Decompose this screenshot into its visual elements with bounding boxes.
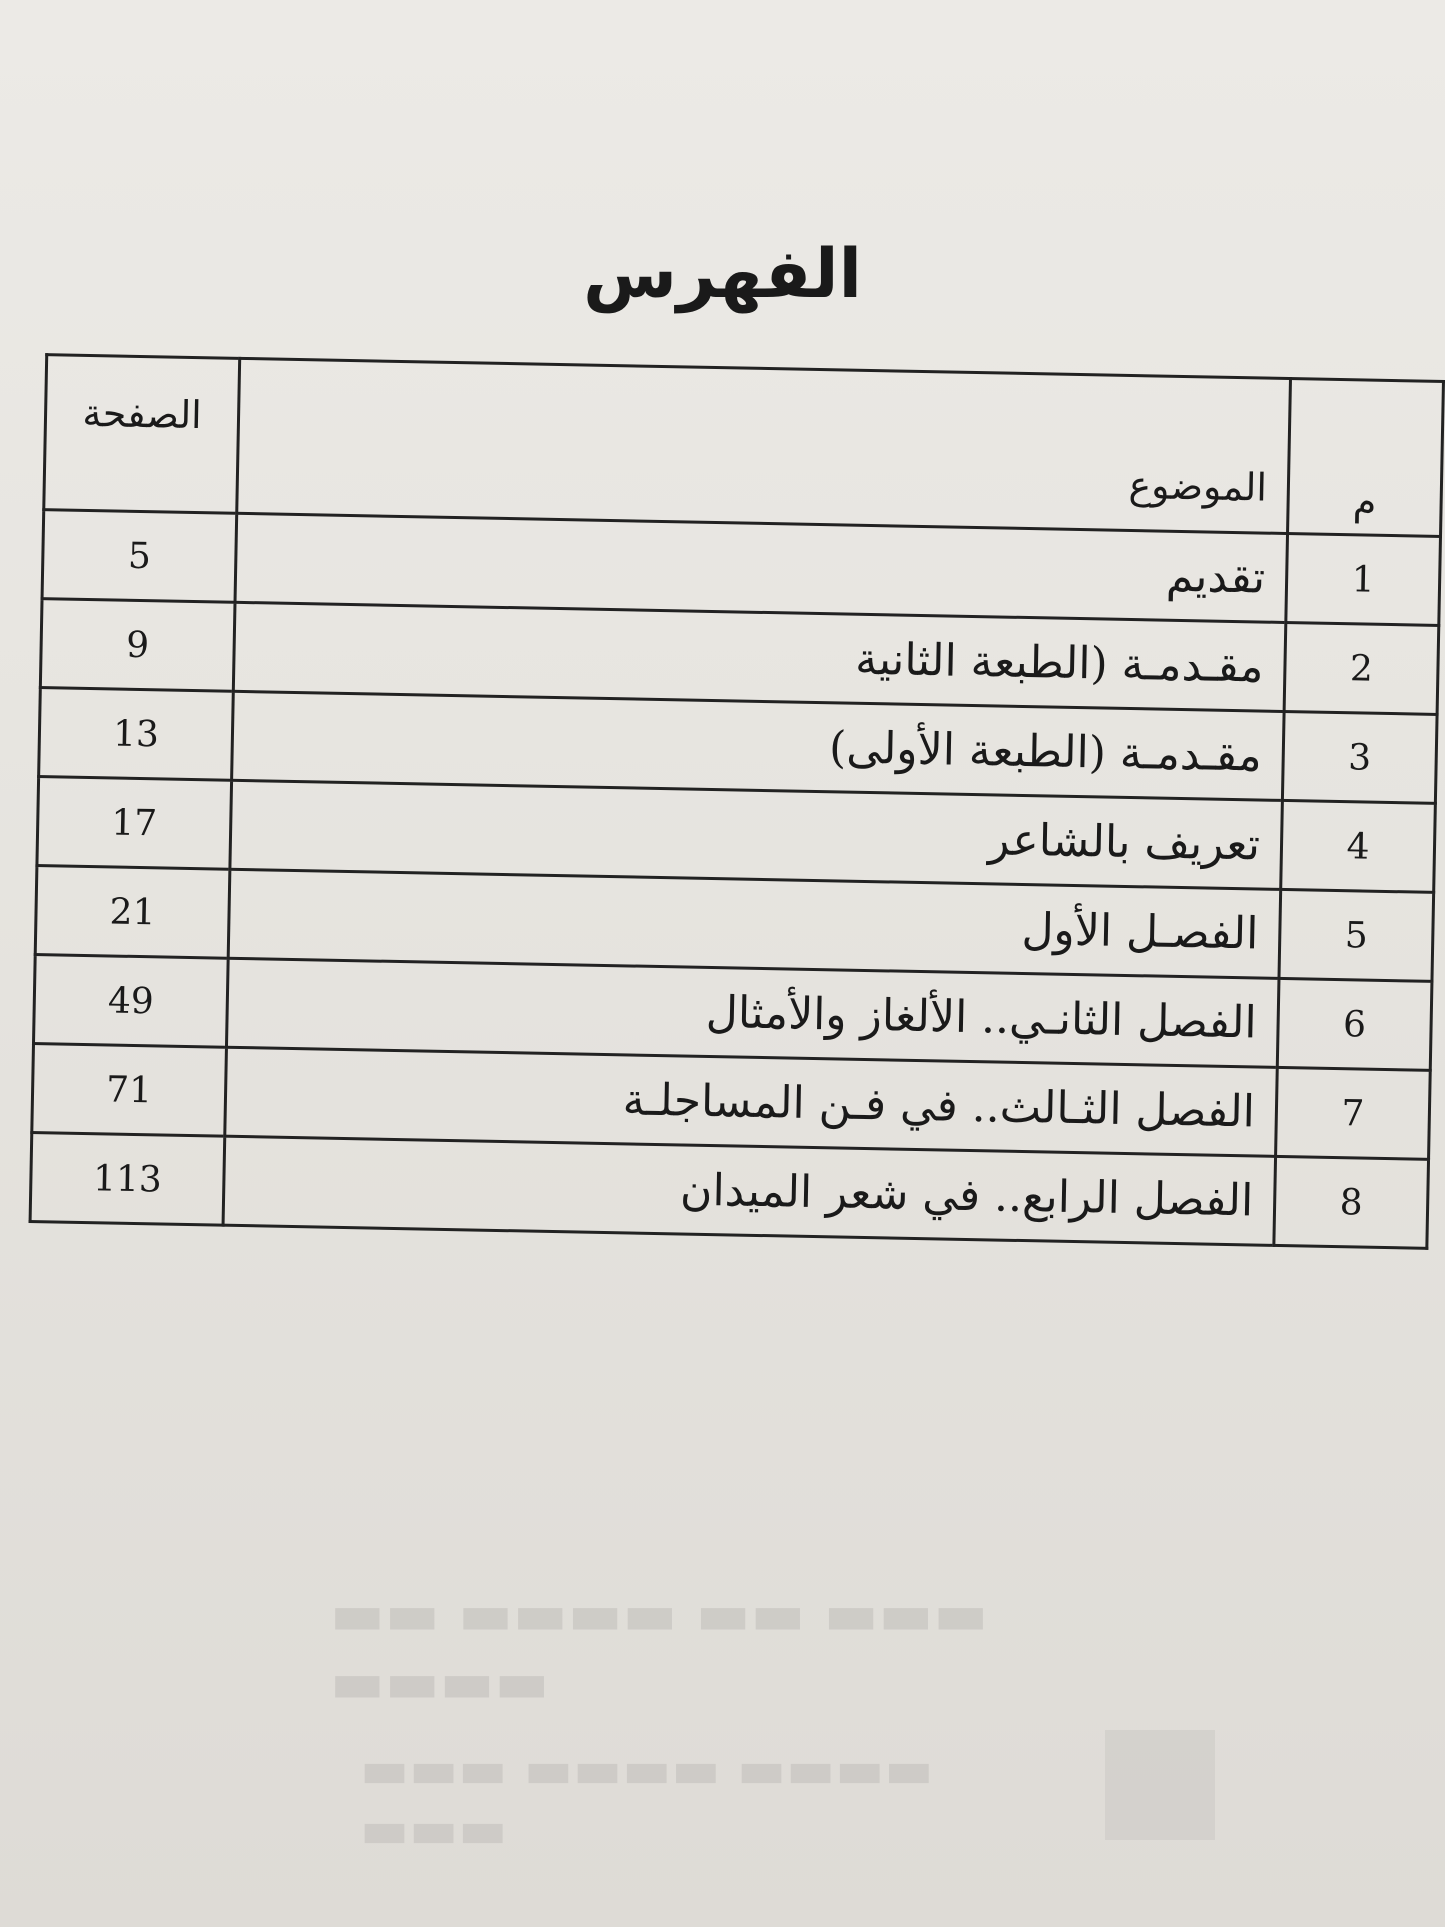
row-page: 9 <box>40 599 235 692</box>
header-topic: الموضوع <box>237 358 1291 533</box>
row-number: 7 <box>1276 1067 1431 1159</box>
header-number: م <box>1288 379 1444 537</box>
row-topic: تقديم <box>235 513 1288 622</box>
row-number: 8 <box>1274 1156 1429 1248</box>
row-number: 5 <box>1279 889 1434 981</box>
row-topic: الفصل الثـالث.. في فـن المساجلـة <box>225 1047 1278 1156</box>
row-page: 17 <box>37 777 232 870</box>
row-topic: الفصـل الأول <box>228 869 1281 978</box>
show-through-logo <box>1105 1730 1215 1840</box>
toc-header-row <box>44 355 1444 537</box>
row-page: 13 <box>39 688 234 781</box>
toc-table <box>29 353 1445 1250</box>
row-number: 3 <box>1282 711 1437 803</box>
row-topic: الفصل الثانـي.. الألغاز والأمثال <box>226 958 1279 1067</box>
row-page: 21 <box>35 866 230 959</box>
row-page: 113 <box>30 1133 225 1226</box>
show-through-text: ▬▬ ▬▬▬▬ ▬▬ ▬▬▬ ▬▬▬▬ <box>330 1580 989 1716</box>
row-number: 1 <box>1286 534 1441 626</box>
row-topic: مقـدمـة (الطبعة الثانية <box>233 602 1286 711</box>
page-title: الفهرس <box>583 235 862 314</box>
row-topic: مقـدمـة (الطبعة الأولى) <box>232 691 1285 800</box>
header-page: الصفحة <box>44 355 240 514</box>
row-topic: تعريف بالشاعر <box>230 780 1283 889</box>
row-page: 71 <box>32 1044 227 1137</box>
show-through-text: ▬▬▬ ▬▬▬▬ ▬▬▬▬ ▬▬▬ <box>360 1740 934 1860</box>
row-number: 6 <box>1277 978 1432 1070</box>
row-topic: الفصل الرابع.. في شعر الميدان <box>223 1136 1276 1245</box>
row-page: 5 <box>42 510 237 603</box>
row-page: 49 <box>34 955 229 1048</box>
row-number: 4 <box>1281 800 1436 892</box>
row-number: 2 <box>1284 622 1439 714</box>
